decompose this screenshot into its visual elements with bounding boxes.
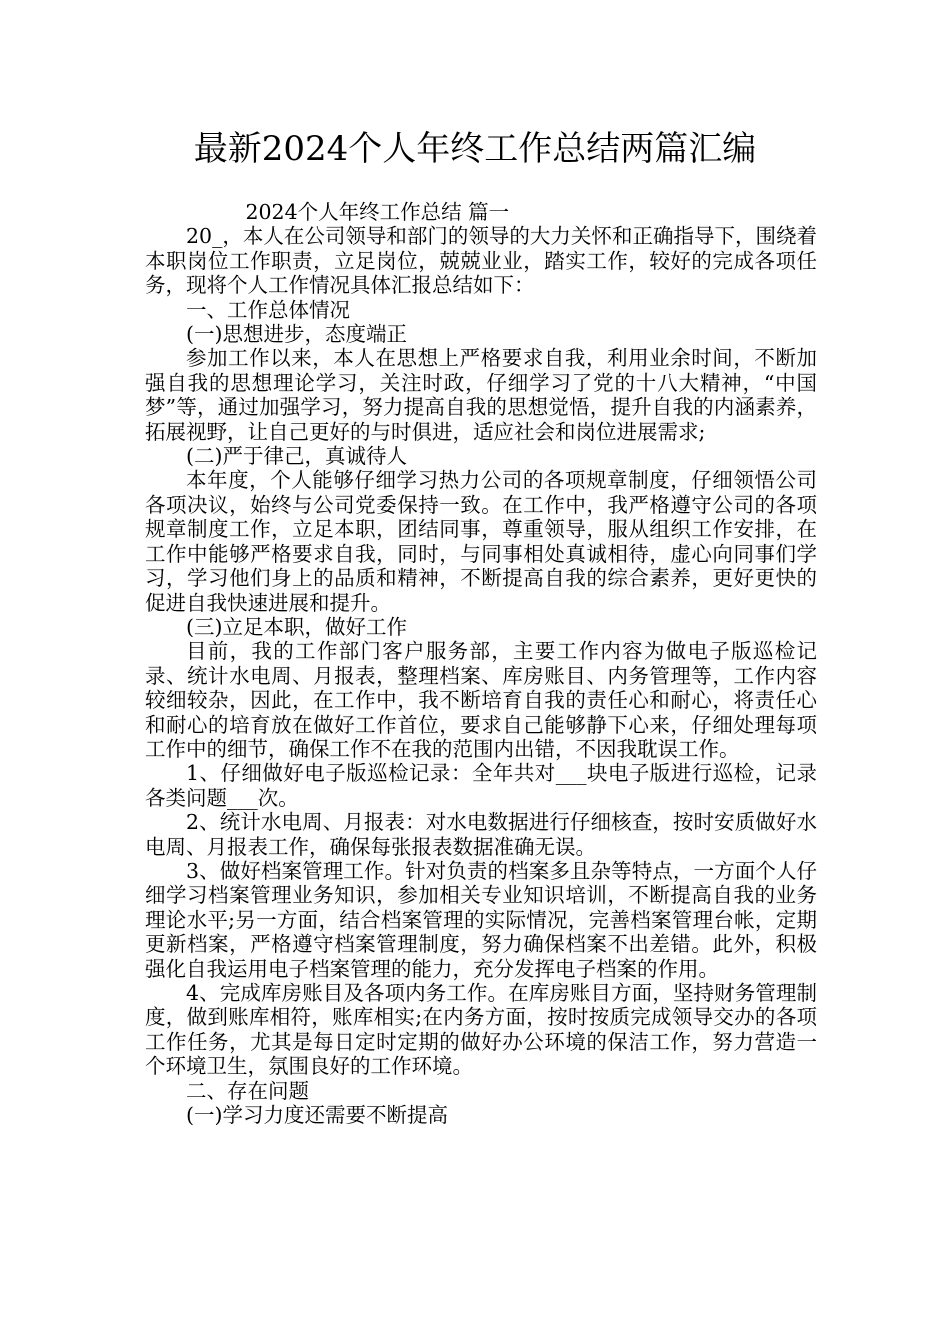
subheading-duty: (三)立足本职，做好工作	[186, 614, 407, 639]
section-subtitle: 2024个人年终工作总结 篇一	[245, 200, 510, 224]
document-body	[145, 200, 817, 1127]
paragraph-item-1: 1、仔细做好电子版巡检记录：全年共对___块电子版进行巡检，记录各类问题___次。	[145, 761, 817, 810]
subheading-thought: (一)思想进步，态度端正	[186, 322, 407, 347]
paragraph-intro: 20_，本人在公司领导和部门的领导的大力关怀和正确指导下，围绕着本职岗位工作职责，立足岗位，兢兢业业，踏实工作，较好的完成各项任务，现将个人工作情况具体汇报总结如下：	[145, 224, 817, 298]
section-heading-overall: 一、工作总体情况	[186, 297, 350, 322]
paragraph-discipline: 本年度，个人能够仔细学习热力公司的各项规章制度，仔细领悟公司各项决议，始终与公司党委保持一致。在工作中，我严格遵守公司的各项规章制度工作，立足本职，团结同事，尊重领导，服从组织工作安排，在工作中能够严格要求自我，同时，与同事相处真诚相待，虚心向同事们学习，学习他们身上的品质和精神，不断提高自我的综合素养，更好更快的促进自我快速进展和提升。	[145, 468, 817, 615]
subheading-learning: (一)学习力度还需要不断提高	[186, 1103, 448, 1128]
paragraph-thought: 参加工作以来，本人在思想上严格要求自我，利用业余时间，不断加强自我的思想理论学习，关注时政，仔细学习了党的十八大精神，“中国梦”等，通过加强学习，努力提高自我的思想觉悟，提升自我的内涵素养，拓展视野，让自己更好的与时俱进，适应社会和岗位进展需求;	[145, 346, 817, 444]
paragraph-item-4: 4、完成库房账目及各项内务工作。在库房账目方面，坚持财务管理制度，做到账库相符，账库相实;在内务方面，按时按质完成领导交办的各项工作任务，尤其是每日定时定期的做好办公环境的保洁工作，努力营造一个环境卫生，氛围良好的工作环境。	[145, 981, 817, 1079]
paragraph-item-3: 3、做好档案管理工作。针对负责的档案多且杂等特点，一方面个人仔细学习档案管理业务知识，参加相关专业知识培训，不断提高自我的业务理论水平;另一方面，结合档案管理的实际情况，完善档案管理台帐，定期更新档案，严格遵守档案管理制度，努力确保档案不出差错。此外，积极强化自我运用电子档案管理的能力，充分发挥电子档案的作用。	[145, 858, 817, 981]
document-title: 最新2024个人年终工作总结两篇汇编	[193, 129, 757, 169]
paragraph-item-2: 2、统计水电周、月报表：对水电数据进行仔细核查，按时安质做好水电周、月报表工作，确保每张报表数据准确无误。	[145, 810, 817, 859]
paragraph-duty: 目前，我的工作部门客户服务部，主要工作内容为做电子版巡检记录、统计水电周、月报表，整理档案、库房账目、内务管理等，工作内容较细较杂，因此，在工作中，我不断培育自我的责任心和耐心，将责任心和耐心的培育放在做好工作首位，要求自己能够静下心来，仔细处理每项工作中的细节，确保工作不在我的范围内出错，不因我耽误工作。	[145, 639, 817, 761]
subheading-discipline: (二)严于律己，真诚待人	[186, 444, 407, 469]
section-heading-problems: 二、存在问题	[186, 1078, 309, 1103]
